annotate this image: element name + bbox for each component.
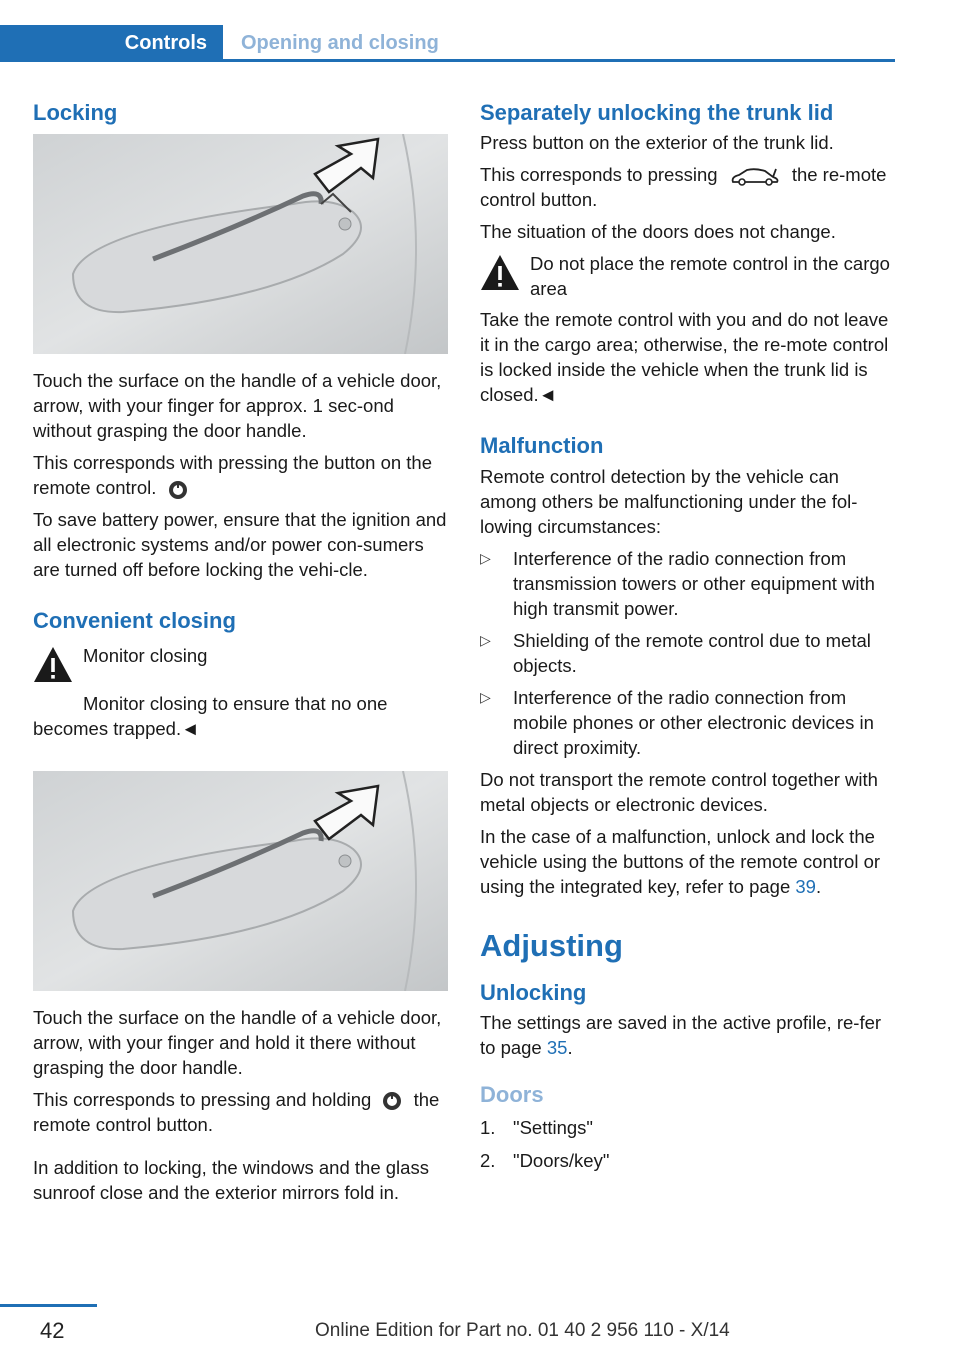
step-text: "Doors/key" <box>513 1149 610 1171</box>
page-link-39[interactable]: 39 <box>795 875 816 897</box>
door-handle-photo-2 <box>33 771 448 991</box>
bullet-mark: ▷ <box>480 549 491 566</box>
section-tab-controls: Controls <box>0 25 223 62</box>
page-number: 42 <box>40 1318 65 1343</box>
trunk-text-2b: the re‐mote control button. <box>480 164 887 211</box>
list-item-text: Interference of the radio connection from transmission towers or other equipment with high transmit power. <box>513 547 875 619</box>
malfunction-text-3a: In the case of a malfunction, unlock and lock the vehicle using the buttons of the remote control or using the integrated key, refer to page <box>480 825 881 897</box>
doors-heading: Doors <box>480 1082 544 1108</box>
warning-title-trunk: Do not place the remote control in the cargo area <box>530 253 890 300</box>
list-item <box>480 628 890 678</box>
trunk-heading: Separately unlocking the trunk lid <box>480 100 834 125</box>
warning-body-convenient: Monitor closing to ensure that no one becomes trapped.◄ <box>33 692 388 739</box>
warning-title-convenient: Monitor closing <box>83 644 208 666</box>
step-number: 1. <box>480 1116 496 1138</box>
convenient-text-3: In addition to locking, the windows and the glass sunroof close and the exterior mirrors fold in. <box>33 1156 429 1203</box>
unlocking-text-a: The settings are saved in the active profile, re‐fer to page <box>480 1012 882 1059</box>
convenient-text-2a: This corresponds to pressing and holding <box>33 1088 372 1110</box>
trunk-text-2 <box>480 162 890 212</box>
locking-heading: Locking <box>33 100 118 125</box>
locking-text-3: To save battery power, ensure that the ignition and all electronic systems and/or power con‐sumers are turned off before locking the vehi‐cle. <box>33 509 447 581</box>
warning-box-trunk <box>480 251 890 301</box>
lock-button-icon <box>382 1091 402 1111</box>
malfunction-heading: Malfunction <box>480 433 604 459</box>
page-link-35[interactable]: 35 <box>546 1037 568 1059</box>
list-item <box>480 1115 890 1140</box>
malfunction-text-3 <box>480 824 890 899</box>
edition-note: Online Edition for Part no. 01 40 2 956 110 - X/14 <box>315 1320 730 1341</box>
warning-icon <box>480 253 520 293</box>
trunk-text-1: Press button on the exterior of the trunk lid. <box>480 132 834 154</box>
malfunction-list <box>480 546 890 760</box>
page-header <box>0 0 895 62</box>
locking-text-2 <box>33 450 448 500</box>
list-item-text: Interference of the radio connection from mobile phones or other electronic devices in direct proximity. <box>513 686 874 758</box>
unlocking-text <box>480 1010 890 1060</box>
bullet-mark: ▷ <box>480 688 491 705</box>
unlocking-text-b: . <box>567 1037 573 1059</box>
convenient-text-1: Touch the surface on the handle of a vehicle door, arrow, with your finger and hold it there without grasping the door handle. <box>33 1006 442 1078</box>
list-item <box>480 685 890 760</box>
bullet-mark: ▷ <box>480 631 491 648</box>
convenient-text-2 <box>33 1087 448 1137</box>
section-tab-opening-closing: Opening and closing <box>241 32 439 54</box>
list-item <box>480 1148 890 1173</box>
unlocking-heading: Unlocking <box>480 979 587 1005</box>
list-item <box>480 546 890 621</box>
warning-box-convenient <box>33 643 448 685</box>
warning-icon <box>33 645 73 685</box>
door-handle-photo <box>33 134 448 354</box>
malfunction-text-3b: . <box>815 875 822 897</box>
left-column <box>33 100 448 1212</box>
right-column <box>480 100 890 1181</box>
trunk-text-2a: This corresponds to pressing <box>480 164 718 186</box>
trunk-text-3: The situation of the doors does not change. <box>480 221 836 243</box>
lock-button-icon <box>168 480 188 500</box>
convenient-text-2b: the remote control button. <box>33 1088 440 1135</box>
step-text: "Settings" <box>513 1116 593 1138</box>
warning-body-trunk: Take the remote control with you and do not leave it in the cargo area; otherwise, the re‐mote control is locked inside the vehicle when the trunk lid is closed.◄ <box>480 309 889 406</box>
header-rule <box>0 59 895 62</box>
footer-rule <box>0 1304 97 1307</box>
list-item-text: Shielding of the remote control due to metal objects. <box>513 629 871 676</box>
step-number: 2. <box>480 1149 496 1171</box>
locking-text-1: Touch the surface on the handle of a vehicle door, arrow, with your finger for approx. 1 sec‐ond without grasping the door handle. <box>33 370 442 442</box>
malfunction-text-1: Remote control detection by the vehicle can among others be malfunctioning under the fol‐lowing circumstances: <box>480 465 858 537</box>
trunk-car-icon <box>729 167 781 187</box>
doors-steps <box>480 1115 890 1173</box>
adjusting-heading: Adjusting <box>480 927 623 963</box>
malfunction-text-2: Do not transport the remote control together with metal objects or electronic devices. <box>480 768 878 815</box>
convenient-closing-heading: Convenient closing <box>33 608 236 634</box>
locking-text-2-body: This corresponds with pressing the button on the remote control. <box>33 452 433 499</box>
